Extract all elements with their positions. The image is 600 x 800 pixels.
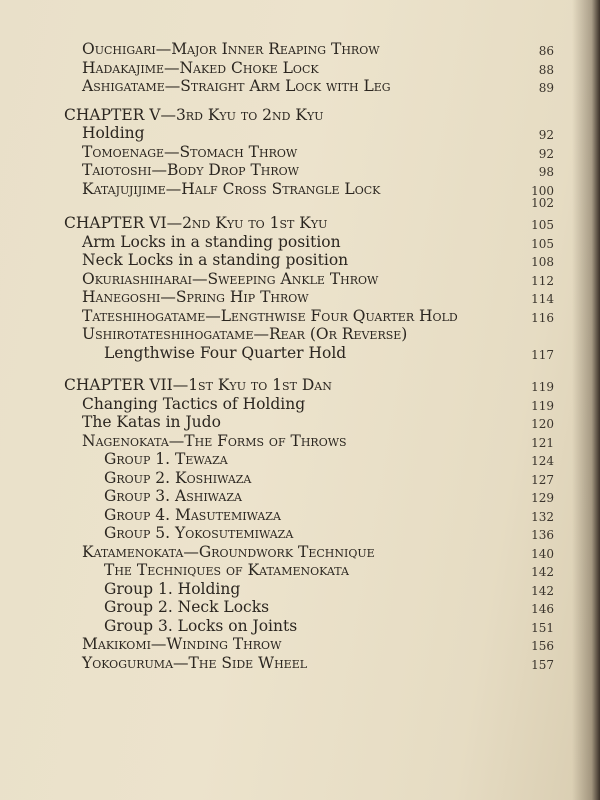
toc-entry-page: 136	[531, 528, 554, 542]
toc-entry	[64, 161, 554, 180]
toc-entry-title: Group 4. Masutemiwaza	[104, 505, 281, 524]
toc-entry-title: Group 3. Locks on Joints	[104, 616, 298, 635]
toc-entry-page: 112	[531, 273, 554, 288]
toc-entry	[64, 233, 554, 252]
toc-entry-title: Ouchigari—Major Inner Reaping Throw	[82, 40, 380, 58]
toc-entry	[64, 654, 554, 673]
toc-entry-page: 102	[531, 196, 554, 210]
table-of-contents	[64, 40, 554, 672]
toc-entry	[64, 524, 554, 543]
toc-entry	[64, 469, 554, 488]
toc-entry	[64, 180, 554, 199]
toc-entry-page: 108	[531, 255, 554, 269]
toc-entry-page: 92	[538, 146, 554, 161]
toc-entry-page: 88	[538, 62, 554, 77]
toc-entry-title: Hanegoshi—Spring Hip Throw	[82, 288, 309, 306]
toc-entry	[64, 40, 554, 59]
toc-entry-title: The Katas in Judo	[82, 413, 221, 431]
toc-entry-page: 151	[531, 620, 554, 635]
toc-entry-title: Group 5. Yokosutemiwaza	[104, 524, 294, 542]
toc-entry-page: 124	[531, 454, 554, 468]
toc-entry-title: Group 1. Holding	[104, 579, 241, 598]
toc-entry	[64, 143, 554, 162]
toc-entry-title: Katajujijime—Half Cross Strangle Lock	[82, 179, 381, 198]
toc-entry-title: Holding	[82, 124, 145, 142]
toc-entry-page: 105	[531, 236, 554, 251]
toc-entry-page: 129	[531, 491, 554, 505]
toc-chapter-heading	[64, 376, 554, 395]
toc-entry-title: Yokoguruma—The Side Wheel	[82, 653, 308, 672]
toc-entry-title: CHAPTER VII—1st Kyu to 1st Dan	[64, 376, 332, 394]
toc-entry	[64, 307, 554, 326]
toc-entry-title: CHAPTER V—3rd Kyu to 2nd Kyu	[64, 105, 324, 124]
toc-entry	[64, 432, 554, 451]
toc-entry-page: 114	[531, 292, 554, 306]
toc-entry	[64, 251, 554, 270]
toc-entry-page: 121	[531, 435, 554, 450]
toc-entry-page: 98	[538, 165, 554, 179]
toc-entry	[64, 617, 554, 636]
toc-chapter-heading	[64, 106, 554, 125]
toc-entry-page: 119	[531, 398, 554, 413]
toc-entry-title: Taiotoshi—Body Drop Throw	[82, 161, 299, 179]
toc-entry-page: 105	[531, 218, 554, 232]
toc-entry-page: 157	[531, 657, 554, 672]
toc-entry-page: 142	[531, 583, 554, 598]
toc-entry-title: Group 2. Koshiwaza	[104, 468, 252, 487]
toc-entry-title: Nagenokata—The Forms of Throws	[82, 431, 347, 450]
toc-entry	[64, 487, 554, 506]
toc-entry-title: Neck Locks in a standing position	[82, 251, 349, 269]
toc-entry	[64, 270, 554, 289]
toc-entry-title: Ashigatame—Straight Arm Lock with Leg	[82, 77, 391, 95]
toc-entry	[64, 598, 554, 617]
toc-entry	[64, 506, 554, 525]
toc-entry-page: 132	[531, 509, 554, 524]
toc-entry-page: 116	[531, 310, 554, 325]
toc-entry-title: The Techniques of Katamenokata	[104, 561, 349, 579]
toc-entry	[64, 635, 554, 654]
toc-entry-page: 117	[531, 347, 554, 362]
toc-entry-page: 140	[531, 546, 554, 561]
toc-entry-page: 120	[531, 417, 554, 431]
toc-entry-title: CHAPTER VI—2nd Kyu to 1st Kyu	[64, 214, 328, 232]
toc-entry-page: 100	[531, 183, 554, 198]
toc-entry	[64, 288, 554, 307]
toc-entry-title: Group 1. Tewaza	[104, 450, 228, 468]
toc-entry-page: 146	[531, 602, 554, 616]
toc-entry-title: Makikomi—Winding Throw	[82, 635, 282, 653]
toc-entry	[64, 580, 554, 599]
toc-entry-title: Hadakajime—Naked Choke Lock	[82, 58, 319, 77]
toc-entry	[64, 450, 554, 469]
toc-entry-page: 86	[538, 44, 554, 58]
toc-entry-page: 127	[531, 472, 554, 487]
toc-entry	[64, 395, 554, 414]
toc-entry	[64, 77, 554, 96]
toc-entry-title: Katamenokata—Groundwork Technique	[82, 542, 375, 561]
toc-entry-title: Ushirotateshihogatame—Rear (Or Reverse)	[82, 325, 408, 343]
toc-entry	[64, 196, 554, 210]
toc-entry-title: Group 2. Neck Locks	[104, 598, 270, 616]
toc-entry	[64, 543, 554, 562]
toc-entry-page: 92	[538, 128, 554, 142]
toc-entry	[64, 325, 554, 344]
toc-entry-page: 119	[531, 380, 554, 394]
toc-entry	[64, 413, 554, 432]
toc-entry-title: Tomoenage—Stomach Throw	[82, 142, 298, 161]
toc-chapter-heading	[64, 214, 554, 233]
toc-entry-title: Changing Tactics of Holding	[82, 394, 306, 413]
toc-entry-page: 156	[531, 639, 554, 653]
toc-entry-title: Group 3. Ashiwaza	[104, 487, 242, 505]
toc-entry	[64, 561, 554, 580]
toc-entry-title: Okuriashiharai—Sweeping Ankle Throw	[82, 269, 379, 288]
toc-entry-page: 142	[531, 565, 554, 579]
toc-entry	[64, 344, 554, 363]
toc-entry-page: 89	[538, 81, 554, 95]
toc-entry-title: Arm Locks in a standing position	[82, 232, 341, 251]
toc-entry	[64, 124, 554, 143]
toc-entry	[64, 59, 554, 78]
toc-entry-title: Tateshihogatame—Lengthwise Four Quarter Hold	[82, 306, 458, 325]
toc-entry-title: Lengthwise Four Quarter Hold	[104, 343, 347, 362]
